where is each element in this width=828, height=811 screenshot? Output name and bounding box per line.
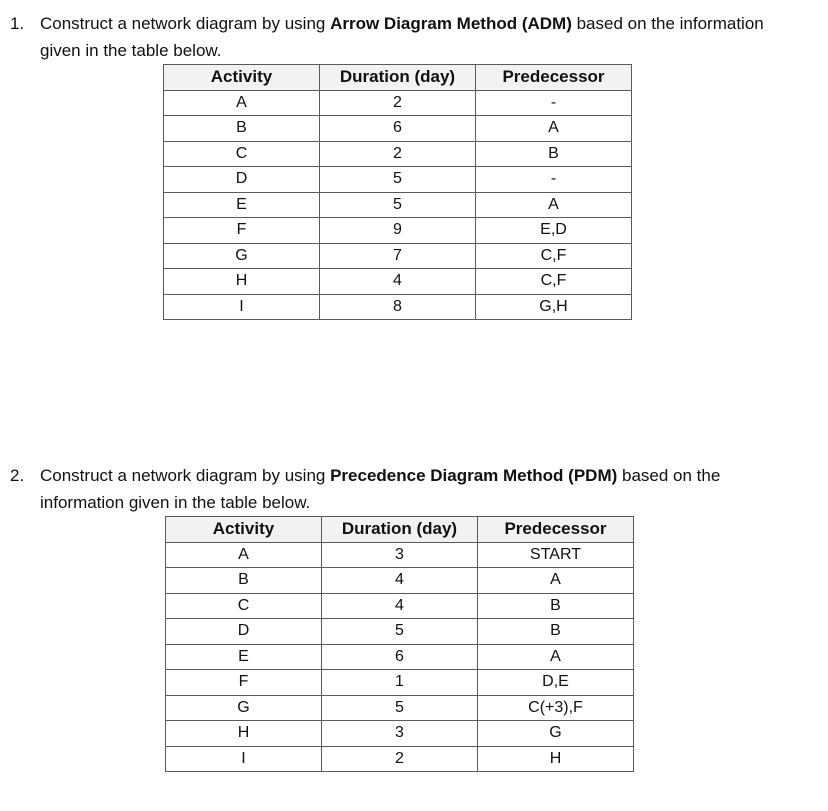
question-2-line-1	[0, 463, 828, 489]
cell-predecessor: C,F	[476, 269, 632, 295]
cell-predecessor: A	[478, 568, 634, 594]
cell-activity: G	[166, 695, 322, 721]
cell-predecessor: C(+3),F	[478, 695, 634, 721]
cell-predecessor: A	[476, 116, 632, 142]
table-header-row	[164, 65, 632, 91]
column-header-duration: Duration (day)	[322, 517, 478, 543]
cell-duration: 5	[320, 167, 476, 193]
question-1	[0, 11, 828, 60]
column-header-predecessor: Predecessor	[478, 517, 634, 543]
column-header-activity: Activity	[166, 517, 322, 543]
cell-predecessor: B	[478, 593, 634, 619]
cell-duration: 5	[320, 192, 476, 218]
cell-predecessor: A	[478, 644, 634, 670]
question-1-text-pre: Construct a network diagram by using	[40, 14, 331, 33]
cell-duration: 4	[320, 269, 476, 295]
cell-predecessor: C,F	[476, 243, 632, 269]
cell-predecessor: E,D	[476, 218, 632, 244]
cell-duration: 8	[320, 294, 476, 320]
cell-predecessor: -	[476, 90, 632, 116]
cell-predecessor: B	[478, 619, 634, 645]
cell-duration: 6	[322, 644, 478, 670]
table-row	[166, 670, 634, 696]
cell-predecessor: H	[478, 746, 634, 772]
table-row	[164, 167, 632, 193]
question-1-method: Arrow Diagram Method (ADM)	[330, 14, 572, 33]
cell-duration: 2	[320, 141, 476, 167]
cell-duration: 7	[320, 243, 476, 269]
cell-activity: H	[166, 721, 322, 747]
cell-predecessor: -	[476, 167, 632, 193]
cell-activity: B	[166, 568, 322, 594]
cell-activity: C	[164, 141, 320, 167]
table-row	[166, 593, 634, 619]
cell-duration: 2	[320, 90, 476, 116]
cell-predecessor: G	[478, 721, 634, 747]
table-row	[166, 568, 634, 594]
table-row	[164, 141, 632, 167]
table-row	[166, 746, 634, 772]
table-row	[164, 243, 632, 269]
question-2	[0, 463, 828, 512]
cell-duration: 4	[322, 568, 478, 594]
question-1-number: 1.	[10, 14, 25, 33]
cell-activity: A	[164, 90, 320, 116]
cell-predecessor: G,H	[476, 294, 632, 320]
table-pdm	[165, 516, 634, 772]
question-1-line-1	[0, 11, 828, 37]
cell-predecessor: START	[478, 542, 634, 568]
cell-duration: 6	[320, 116, 476, 142]
cell-activity: B	[164, 116, 320, 142]
cell-duration: 3	[322, 721, 478, 747]
cell-activity: D	[166, 619, 322, 645]
cell-activity: I	[166, 746, 322, 772]
table-row	[164, 192, 632, 218]
cell-activity: E	[166, 644, 322, 670]
column-header-duration: Duration (day)	[320, 65, 476, 91]
question-1-line-2: given in the table below.	[40, 41, 222, 60]
cell-duration: 5	[322, 695, 478, 721]
table-row	[166, 619, 634, 645]
table-row	[164, 294, 632, 320]
cell-activity: E	[164, 192, 320, 218]
cell-activity: D	[164, 167, 320, 193]
cell-activity: F	[164, 218, 320, 244]
cell-duration: 9	[320, 218, 476, 244]
cell-activity: F	[166, 670, 322, 696]
table-row	[166, 721, 634, 747]
table-row	[164, 218, 632, 244]
question-2-text-post: based on the	[617, 466, 721, 485]
cell-activity: G	[164, 243, 320, 269]
table-header-row	[166, 517, 634, 543]
column-header-predecessor: Predecessor	[476, 65, 632, 91]
cell-duration: 3	[322, 542, 478, 568]
question-2-text	[40, 463, 720, 489]
table-row	[164, 90, 632, 116]
column-header-activity: Activity	[164, 65, 320, 91]
table-row	[166, 644, 634, 670]
question-2-line-2: information given in the table below.	[40, 493, 311, 512]
cell-predecessor: B	[476, 141, 632, 167]
question-1-text	[40, 11, 764, 37]
question-1-text-post: based on the information	[571, 14, 764, 33]
cell-predecessor: A	[476, 192, 632, 218]
cell-duration: 1	[322, 670, 478, 696]
cell-duration: 2	[322, 746, 478, 772]
cell-duration: 5	[322, 619, 478, 645]
cell-duration: 4	[322, 593, 478, 619]
cell-activity: A	[166, 542, 322, 568]
question-2-text-pre: Construct a network diagram by using	[40, 466, 331, 485]
cell-predecessor: D,E	[478, 670, 634, 696]
table-row	[164, 269, 632, 295]
question-2-method: Precedence Diagram Method (PDM)	[330, 466, 618, 485]
table-adm	[163, 64, 632, 320]
cell-activity: I	[164, 294, 320, 320]
cell-activity: C	[166, 593, 322, 619]
table-row	[164, 116, 632, 142]
cell-activity: H	[164, 269, 320, 295]
table-row	[166, 542, 634, 568]
table-row	[166, 695, 634, 721]
question-2-number: 2.	[10, 466, 25, 485]
